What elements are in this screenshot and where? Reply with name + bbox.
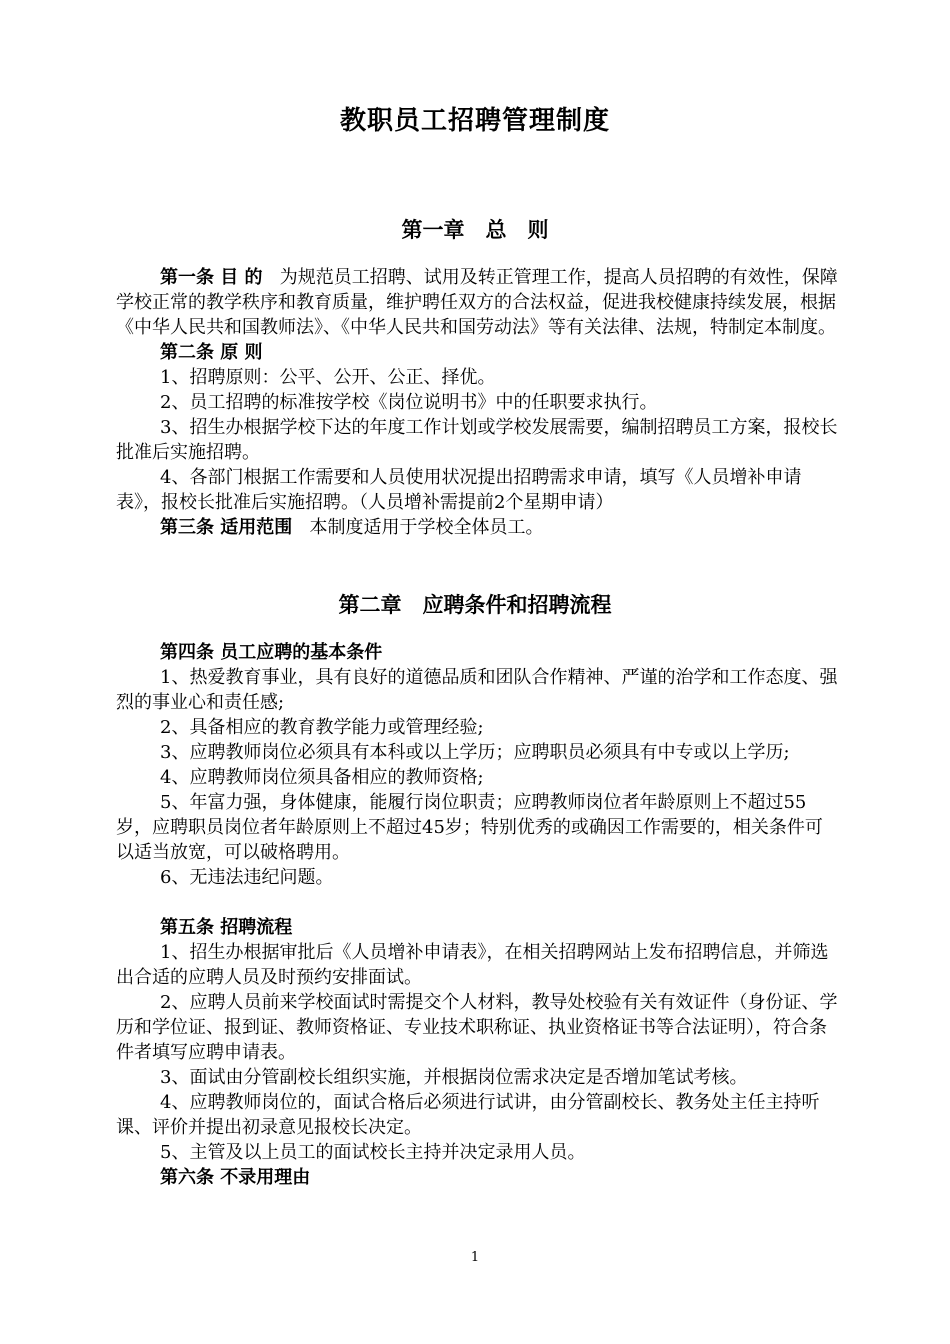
chapter-1-heading: 第一章 总 则	[401, 218, 549, 242]
article-5-title: 第五条 招聘流程	[160, 917, 293, 938]
article-5-item: 1、招生办根据审批后《人员增补申请表》，在相关招聘网站上发布招聘信息，并筛选出合适的应聘人员及时预约安排面试。	[116, 942, 829, 988]
chapter-1-body	[116, 265, 838, 540]
article-4-title: 第四条 员工应聘的基本条件	[160, 642, 383, 663]
article-2-title: 第二条 原 则	[160, 342, 263, 363]
article-5-item: 5、主管及以上员工的面试校长主持并决定录用人员。	[160, 1142, 586, 1163]
article-4-item: 5、年富力强，身体健康，能履行岗位职责；应聘教师岗位者年龄原则上不超过55岁，应聘职员岗位者年龄原则上不超过45岁；特别优秀的或确因工作需要的，相关条件可以适当放宽，可以破格聘用。	[116, 792, 823, 863]
article-5-item: 2、应聘人员前来学校面试时需提交个人材料，教导处校验有关有效证件（身份证、学历和学位证、报到证、教师资格证、专业技术职称证、执业资格证书等合法证明），符合条件者填写应聘申请表。	[116, 992, 838, 1063]
chapter-2-heading: 第二章 应聘条件和招聘流程	[338, 593, 612, 617]
article-1	[116, 265, 838, 340]
article-1-text: 为规范员工招聘、试用及转正管理工作，提高人员招聘的有效性，保障学校正常的教学秩序和教育质量，维护聘任双方的合法权益，促进我校健康持续发展，根据《中华人民共和国教师法》、《中华人民共和国劳动法》等有关法律、法规，特制定本制度。	[116, 267, 838, 338]
article-6-title: 第六条 不录用理由	[160, 1167, 311, 1188]
article-2-item: 2、员工招聘的标准按学校《岗位说明书》中的任职要求执行。	[160, 392, 658, 413]
article-2-item: 3、招生办根据学校下达的年度工作计划或学校发展需要，编制招聘员工方案，报校长批准后实施招聘。	[116, 417, 838, 463]
article-5-item: 4、应聘教师岗位的，面试合格后必须进行试讲，由分管副校长、教务处主任主持听课、评价并提出初录意见报校长决定。	[116, 1092, 820, 1138]
chapter-2-body	[116, 640, 838, 1190]
page-number: 1	[470, 1250, 480, 1265]
article-4-item: 6、无违法违纪问题。	[160, 867, 334, 888]
article-5-item: 3、面试由分管副校长组织实施，并根据岗位需求决定是否增加笔试考核。	[160, 1067, 748, 1088]
article-4-item: 4、应聘教师岗位须具备相应的教师资格;	[160, 767, 484, 788]
paragraph-gap	[116, 890, 838, 915]
article-3-title: 第三条 适用范围	[160, 517, 293, 538]
article-3-text: 本制度适用于学校全体员工。	[309, 517, 544, 538]
article-2-item: 1、招聘原则：公平、公开、公正、择优。	[160, 367, 496, 388]
article-2-item: 4、各部门根据工作需要和人员使用状况提出招聘需求申请，填写《人员增补申请表》，报校长批准后实施招聘。（人员增补需提前2个星期申请）	[116, 467, 802, 513]
article-4-item: 1、热爱教育事业，具有良好的道德品质和团队合作精神、严谨的治学和工作态度、强烈的事业心和责任感;	[116, 667, 838, 713]
article-1-title: 第一条 目 的	[160, 267, 263, 288]
article-4-item: 2、具备相应的教育教学能力或管理经验;	[160, 717, 484, 738]
article-4-item: 3、应聘教师岗位必须具有本科或以上学历；应聘职员必须具有中专或以上学历;	[160, 742, 790, 763]
document-title: 教职员工招聘管理制度	[339, 106, 610, 136]
article-3	[116, 515, 838, 540]
